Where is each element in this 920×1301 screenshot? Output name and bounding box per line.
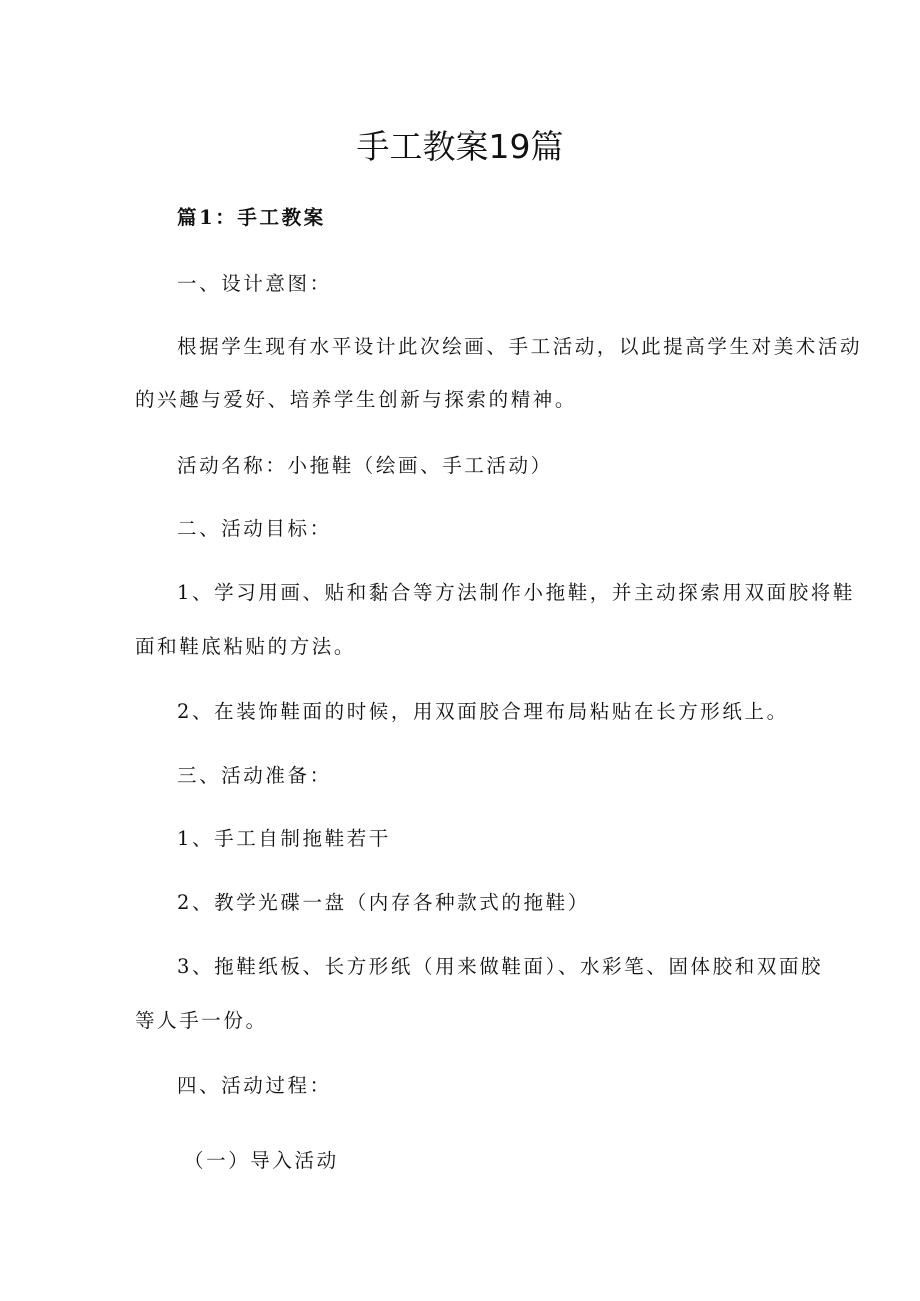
list-item-continuation: 等人手一份。 xyxy=(135,1009,268,1032)
heading-activity-goals: 二、活动目标： xyxy=(177,517,332,540)
heading-activity-prep: 三、活动准备： xyxy=(177,764,332,787)
paragraph-line: 1、学习用画、贴和黏合等方法制作小拖鞋，并主动探索用双面胶将鞋 xyxy=(177,581,856,604)
document-title: 手工教案19篇 xyxy=(356,127,564,166)
list-item: 1、手工自制拖鞋若干 xyxy=(177,827,391,850)
activity-name: 活动名称：小拖鞋（绘画、手工活动） xyxy=(177,454,553,477)
paragraph-line: 的兴趣与爱好、培养学生创新与探索的精神。 xyxy=(135,388,578,411)
list-item: 3、拖鞋纸板、长方形纸（用来做鞋面）、水彩笔、固体胶和双面胶 xyxy=(177,955,824,978)
heading-design-intent: 一、设计意图： xyxy=(177,272,332,295)
section-heading: 篇1：手工教案 xyxy=(177,206,326,229)
heading-activity-process: 四、活动过程： xyxy=(177,1074,332,1097)
paragraph-line: 根据学生现有水平设计此次绘画、手工活动，以此提高学生对美术活动 xyxy=(177,335,863,358)
list-item: 2、教学光碟一盘（内存各种款式的拖鞋） xyxy=(177,891,590,914)
paragraph-line: 2、在装饰鞋面的时候，用双面胶合理布局粘贴在长方形纸上。 xyxy=(177,700,789,723)
paragraph-line: 面和鞋底粘贴的方法。 xyxy=(135,635,357,658)
subheading-intro-activity: （一）导入活动 xyxy=(184,1149,339,1172)
